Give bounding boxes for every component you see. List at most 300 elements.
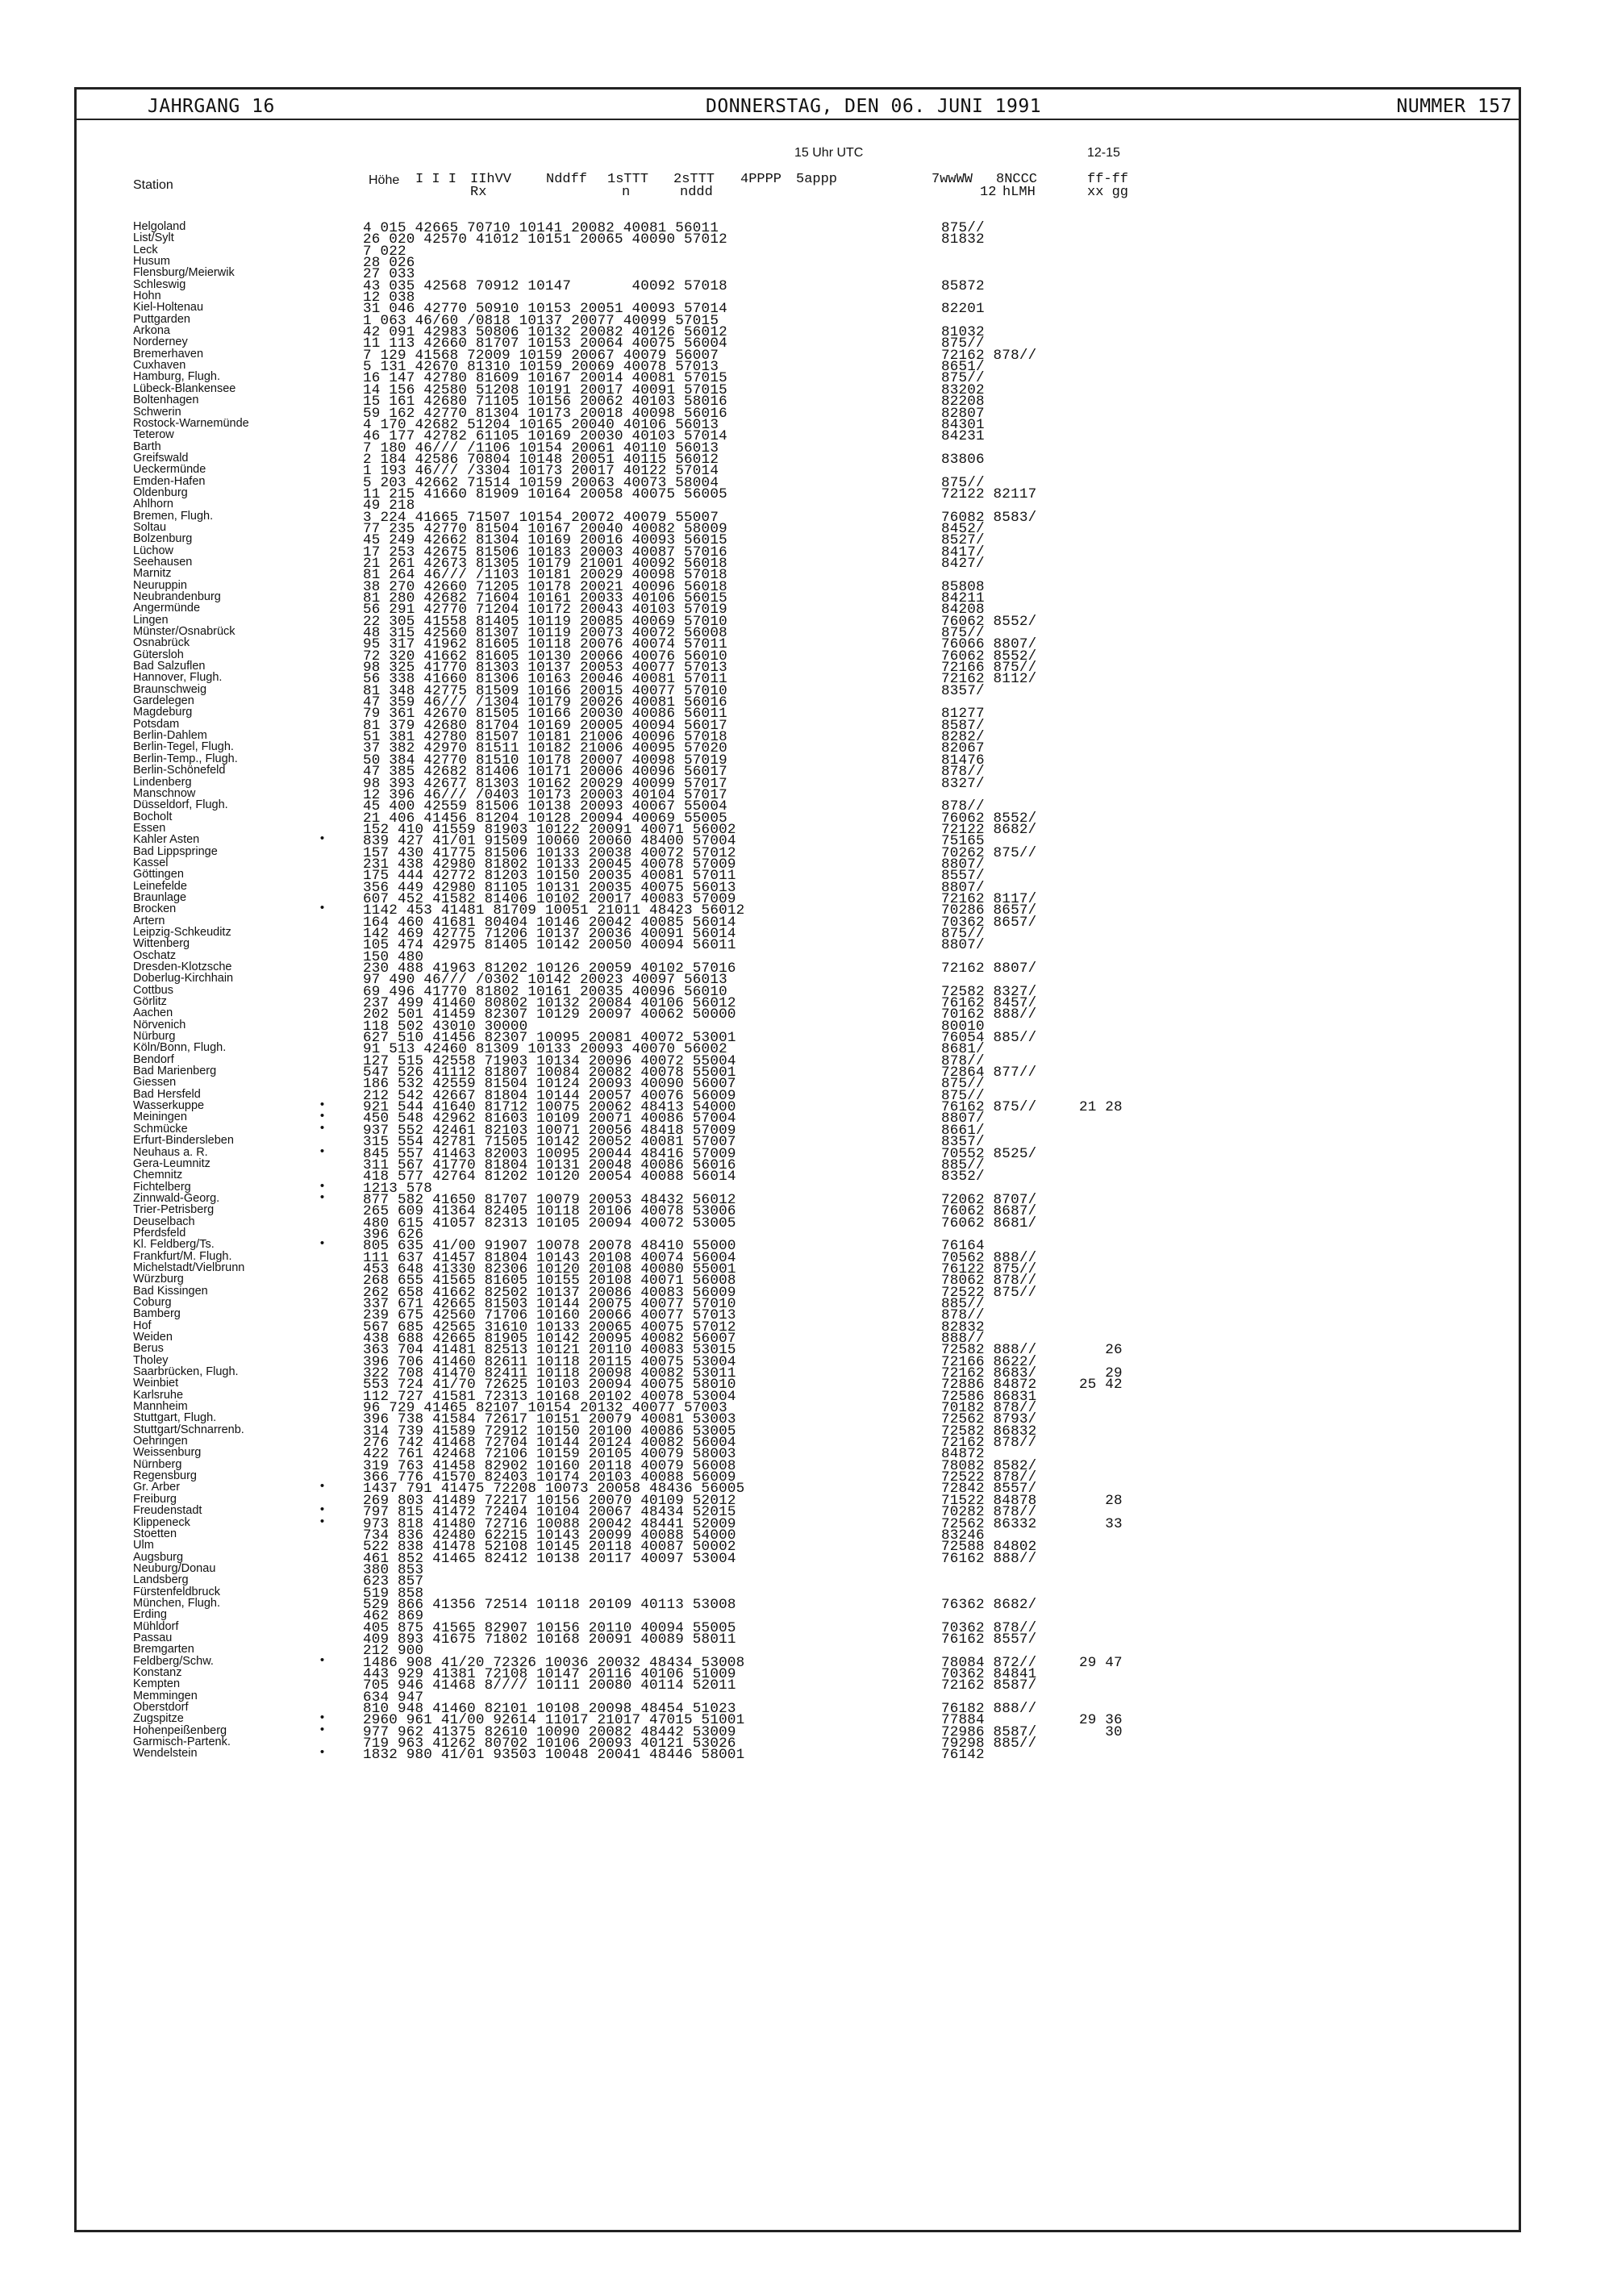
table-row — [77, 1665, 1519, 1682]
synop-data: 50 384 42770 81510 10178 20007 40098 57019 — [363, 752, 727, 769]
mountain-marker: • — [319, 1110, 327, 1124]
table-row — [77, 1653, 1519, 1671]
table-row — [77, 1319, 1519, 1336]
synop-groups-right: 76082 8583/ — [941, 509, 1037, 526]
station-name: Bad Kissingen — [133, 1284, 208, 1298]
gust-values: 21 28 — [1079, 1099, 1123, 1116]
synop-data: 16 147 42780 81609 10167 20014 40081 57015 — [363, 370, 727, 387]
synop-groups-right: 76062 8681/ — [941, 1215, 1037, 1231]
synop-data: 77 235 42770 81504 10167 20040 40082 58009 — [363, 520, 727, 537]
table-row — [77, 1284, 1519, 1301]
synop-data: 31 046 42770 50910 10153 20051 40093 57014 — [363, 301, 727, 318]
table-row — [77, 1746, 1519, 1764]
synop-data: 45 400 42559 81506 10138 20093 40067 55004 — [363, 798, 727, 815]
table-row — [77, 798, 1519, 815]
station-name: Hannover, Flugh. — [133, 671, 223, 685]
synop-data: 422 761 42468 72106 10159 20105 40079 58003 — [363, 1446, 736, 1463]
table-row — [77, 312, 1519, 329]
synop-groups-right: 76062 8552/ — [941, 613, 1037, 630]
station-name: Weinbiet — [133, 1377, 179, 1390]
table-row — [77, 1018, 1519, 1035]
synop-groups-right: 878// — [941, 1307, 985, 1324]
table-row — [77, 370, 1519, 387]
synop-data: 237 499 41460 80802 10132 20084 40106 56012 — [363, 995, 736, 1012]
synop-groups-right: 70362 8657/ — [941, 914, 1037, 931]
station-name: Kahler Asten — [133, 833, 200, 847]
synop-data: 239 675 42560 71706 10160 20066 40077 57013 — [363, 1307, 736, 1324]
station-name: Helgoland — [133, 220, 186, 233]
synop-data: 21 406 41456 81204 10128 20094 40069 55005 — [363, 810, 727, 827]
synop-data: 547 526 41112 81807 10084 20082 40078 55001 — [363, 1065, 736, 1081]
synop-groups-right: 82067 — [941, 740, 985, 757]
header-divider — [77, 119, 1519, 120]
station-name: Braunlage — [133, 890, 187, 904]
station-name: Arkona — [133, 324, 170, 338]
synop-data: 230 488 41963 81202 10126 20059 40102 57016 — [363, 960, 736, 977]
table-row — [77, 1377, 1519, 1394]
mountain-marker: • — [319, 832, 327, 847]
synop-data: 276 742 41468 72704 10144 20124 40082 56004 — [363, 1435, 736, 1452]
table-row — [77, 1342, 1519, 1359]
gust-values: 26 — [1079, 1342, 1123, 1359]
station-name: Cottbus — [133, 983, 173, 997]
synop-groups-right: 84231 — [941, 428, 985, 445]
synop-groups-right: 72162 8112/ — [941, 671, 1037, 688]
station-name: Rostock-Warnemünde — [133, 416, 249, 430]
synop-groups-right: 85808 — [941, 578, 985, 595]
station-name: Augsburg — [133, 1550, 184, 1564]
synop-data: 1832 980 41/01 93503 10048 20041 48446 58001 — [363, 1747, 745, 1764]
synop-data: 462 869 — [363, 1608, 424, 1625]
synop-groups-right: 76182 888// — [941, 1701, 1037, 1717]
synop-groups-right: 72522 875// — [941, 1284, 1037, 1301]
table-row — [77, 1215, 1519, 1231]
synop-groups-right: 72522 878// — [941, 1469, 1037, 1486]
synop-data: 5 203 42662 71514 10159 20063 40073 58004 — [363, 474, 719, 491]
synop-groups-right: 8807/ — [941, 1110, 985, 1127]
synop-data: 356 449 42980 81105 10131 20035 40075 56013 — [363, 879, 736, 896]
table-row — [77, 463, 1519, 480]
station-name: Stuttgart, Flugh. — [133, 1411, 217, 1425]
time-label: 15 Uhr UTC — [794, 146, 864, 160]
table-row — [77, 625, 1519, 642]
station-name: Pferdsfeld — [133, 1226, 186, 1240]
synop-groups-right: 78084 872// — [941, 1654, 1037, 1671]
table-row — [77, 1169, 1519, 1186]
table-row — [77, 1098, 1519, 1116]
synop-groups-right: 81277 — [941, 706, 985, 723]
synop-data: 43 035 42568 70912 10147 40092 57018 — [363, 277, 727, 294]
synop-data: 111 637 41457 81804 10143 20108 40074 56004 — [363, 1249, 736, 1266]
synop-data: 212 542 42667 81804 10144 20057 40076 56009 — [363, 1087, 736, 1104]
gust-values: 29 — [1079, 1365, 1123, 1382]
station-name: Würzburg — [133, 1273, 184, 1286]
table-row — [77, 347, 1519, 364]
gust-values: 30 — [1079, 1723, 1123, 1740]
synop-groups-right: 72886 84872 — [941, 1377, 1037, 1394]
synop-groups-right: 70182 878// — [941, 1400, 1037, 1417]
col-rx: Rx — [470, 185, 487, 200]
table-row — [77, 1585, 1519, 1602]
synop-groups-right: 875// — [941, 1076, 985, 1093]
synop-data: 157 430 41775 81506 10133 20038 40072 57012 — [363, 844, 736, 861]
station-name: Neuhaus a. R. — [133, 1145, 208, 1159]
synop-groups-right: 875// — [941, 625, 985, 642]
synop-data: 4 170 42682 51204 10165 20040 40106 56013 — [363, 416, 719, 433]
station-name: Freiburg — [133, 1492, 177, 1506]
col-ihvv: IIhVV — [470, 172, 512, 187]
station-name: Gera-Leumnitz — [133, 1156, 210, 1170]
synop-data: 480 615 41057 82313 10105 20094 40072 53005 — [363, 1215, 736, 1231]
station-name: Feldberg/Schw. — [133, 1654, 214, 1668]
synop-data: 418 577 42764 81202 10120 20054 40088 56014 — [363, 1169, 736, 1186]
station-name: Magdeburg — [133, 706, 193, 719]
table-row — [77, 856, 1519, 873]
synop-groups-right: 76164 — [941, 1238, 985, 1255]
station-name: Chemnitz — [133, 1169, 183, 1182]
table-row — [77, 290, 1519, 306]
synop-data: 142 469 42775 71206 10137 20036 40091 56014 — [363, 925, 736, 942]
table-row — [77, 729, 1519, 746]
table-row — [77, 1006, 1519, 1023]
table-row — [77, 1307, 1519, 1324]
table-row — [77, 1331, 1519, 1347]
table-row — [77, 648, 1519, 665]
synop-groups-right: 81476 — [941, 752, 985, 769]
table-row — [77, 902, 1519, 919]
synop-data: 91 513 42460 81309 10133 20093 40070 56002 — [363, 1041, 727, 1058]
col-a: 5appp — [796, 172, 838, 187]
table-row — [77, 1596, 1519, 1613]
synop-groups-right: 8651/ — [941, 359, 985, 376]
station-name: Zugspitze — [133, 1712, 184, 1726]
synop-groups-right: 78062 878// — [941, 1273, 1037, 1290]
table-row — [77, 359, 1519, 376]
synop-groups-right: 76162 8557/ — [941, 1631, 1037, 1648]
synop-groups-right: 70362 878// — [941, 1619, 1037, 1636]
station-name: Bendorf — [133, 1052, 174, 1066]
synop-data: 839 427 41/01 91509 10060 20060 48400 57004 — [363, 833, 736, 850]
synop-groups-right: 76162 888// — [941, 1550, 1037, 1567]
station-name: Leck — [133, 243, 158, 256]
synop-data: 805 635 41/00 91907 10078 20078 48410 55000 — [363, 1238, 736, 1255]
station-name: Passau — [133, 1631, 173, 1644]
station-name: Soltau — [133, 520, 167, 534]
synop-groups-right: 76062 8552/ — [941, 810, 1037, 827]
table-row — [77, 394, 1519, 410]
table-row — [77, 590, 1519, 606]
table-row — [77, 1065, 1519, 1081]
gust-values: 29 36 — [1079, 1712, 1123, 1729]
synop-data: 461 852 41465 82412 10138 20117 40097 53004 — [363, 1550, 736, 1567]
station-name: Nürburg — [133, 1030, 176, 1044]
table-row — [77, 1527, 1519, 1544]
station-name: Aachen — [133, 1006, 173, 1020]
table-row — [77, 1423, 1519, 1440]
mountain-marker: • — [319, 902, 327, 916]
page-frame — [74, 87, 1521, 2232]
synop-data: 4 015 42665 70710 10141 20082 40081 56011 — [363, 220, 719, 236]
station-name: Berlin-Schönefeld — [133, 764, 226, 777]
synop-data: 47 385 42682 81406 10171 20006 40096 56017 — [363, 764, 727, 781]
synop-groups-right: 72062 8707/ — [941, 1191, 1037, 1208]
station-name: Schwerin — [133, 405, 181, 419]
synop-groups-right: 72162 8807/ — [941, 960, 1037, 977]
synop-groups-right: 70282 878// — [941, 1504, 1037, 1521]
synop-data: 56 291 42770 71204 10172 20043 40103 57019 — [363, 602, 727, 619]
table-row — [77, 428, 1519, 445]
table-row — [77, 821, 1519, 838]
station-name: Giessen — [133, 1076, 177, 1090]
station-name: Neuruppin — [133, 578, 187, 592]
station-name: Konstanz — [133, 1665, 182, 1679]
synop-data: 322 708 41470 82411 10118 20098 40082 53011 — [363, 1365, 736, 1382]
synop-groups-right: 888// — [941, 1331, 985, 1347]
station-name: Boltenhagen — [133, 394, 199, 407]
synop-data: 48 315 42560 81307 10119 20073 40072 56008 — [363, 625, 727, 642]
table-row — [77, 671, 1519, 688]
table-row — [77, 1156, 1519, 1173]
range-label: 12-15 — [1087, 146, 1120, 160]
synop-data: 11 215 41660 81909 10164 20058 40075 56005 — [363, 485, 727, 502]
synop-groups-right: 878// — [941, 764, 985, 781]
synop-data: 337 671 42665 81503 10144 20075 40077 57010 — [363, 1295, 736, 1312]
station-name: Erding — [133, 1608, 167, 1622]
synop-groups-right: 875// — [941, 1087, 985, 1104]
synop-data: 27 033 — [363, 266, 415, 283]
station-name: Saarbrücken, Flugh. — [133, 1365, 239, 1379]
table-row — [77, 1723, 1519, 1740]
synop-groups-right: 70262 875// — [941, 844, 1037, 861]
table-row — [77, 925, 1519, 942]
synop-groups-right: 878// — [941, 798, 985, 815]
synop-groups-right: 8807/ — [941, 937, 985, 954]
table-row — [77, 995, 1519, 1012]
table-row — [77, 1539, 1519, 1556]
synop-data: 212 900 — [363, 1643, 424, 1660]
table-row — [77, 1411, 1519, 1428]
table-row — [77, 1203, 1519, 1220]
station-name: Nörvenich — [133, 1018, 186, 1031]
table-row — [77, 1503, 1519, 1521]
station-name: List/Sylt — [133, 231, 174, 245]
synop-data: 269 803 41489 72217 10156 20070 40109 52012 — [363, 1492, 736, 1509]
synop-data: 443 929 41381 72108 10147 20116 40106 51009 — [363, 1665, 736, 1682]
table-row — [77, 1273, 1519, 1290]
synop-groups-right: 82832 — [941, 1319, 985, 1336]
station-name: Memmingen — [133, 1689, 198, 1702]
table-row — [77, 660, 1519, 677]
synop-data: 405 875 41565 82907 10156 20110 40094 55005 — [363, 1619, 736, 1636]
station-name: Teterow — [133, 428, 174, 442]
table-row — [77, 1711, 1519, 1729]
station-name: Hof — [133, 1319, 152, 1332]
synop-data: 81 379 42680 81704 10169 20005 40094 56017 — [363, 717, 727, 734]
station-name: Bad Hersfeld — [133, 1087, 201, 1101]
synop-groups-right: 885// — [941, 1156, 985, 1173]
station-name: Bolzenburg — [133, 532, 193, 546]
table-row — [77, 694, 1519, 711]
table-row — [77, 498, 1519, 515]
station-name: Weiden — [133, 1331, 173, 1344]
table-row — [77, 555, 1519, 572]
table-row — [77, 1689, 1519, 1706]
synop-groups-right: 70562 888// — [941, 1249, 1037, 1266]
synop-data: 59 162 42770 81304 10173 20018 40098 56016 — [363, 405, 727, 422]
station-name: Ueckermünde — [133, 463, 206, 477]
synop-groups-right: 84872 — [941, 1446, 985, 1463]
synop-groups-right: 72586 86831 — [941, 1388, 1037, 1405]
col-ww-sub: 12 — [980, 185, 997, 200]
station-name: Marnitz — [133, 567, 172, 581]
station-name: Husum — [133, 255, 170, 269]
synop-groups-right: 72166 875// — [941, 660, 1037, 677]
synop-data: 175 444 42772 81203 10150 20035 40081 57011 — [363, 868, 736, 885]
station-name: Bremen, Flugh. — [133, 509, 214, 523]
synop-data: 529 866 41356 72514 10118 20109 40113 53008 — [363, 1596, 736, 1613]
synop-data: 937 552 42461 82103 10071 20056 48418 57009 — [363, 1122, 736, 1139]
table-row — [77, 324, 1519, 341]
synop-data: 5 131 42670 81310 10159 20069 40078 57013 — [363, 359, 719, 376]
table-row — [77, 1515, 1519, 1532]
station-name: Leinefelde — [133, 879, 187, 893]
synop-groups-right: 76122 875// — [941, 1261, 1037, 1277]
synop-groups-right: 72582 8327/ — [941, 983, 1037, 1000]
station-name: Berus — [133, 1342, 164, 1356]
synop-data: 7 180 46/// /1106 10154 20061 40110 56013 — [363, 440, 719, 456]
synop-groups-right: 8681/ — [941, 1041, 985, 1058]
synop-data: 553 724 41/70 72625 10103 20094 40075 58010 — [363, 1377, 736, 1394]
synop-groups-right: 70286 8657/ — [941, 902, 1037, 919]
synop-groups-right: 8417/ — [941, 544, 985, 560]
synop-groups-right: 76162 875// — [941, 1099, 1037, 1116]
synop-data: 11 113 42660 81707 10153 20064 40075 56004 — [363, 335, 727, 352]
table-row — [77, 1261, 1519, 1277]
mountain-marker: • — [319, 1723, 327, 1737]
synop-groups-right: 84301 — [941, 416, 985, 433]
synop-groups-right: 76142 — [941, 1747, 985, 1764]
table-row — [77, 1736, 1519, 1752]
synop-data: 51 381 42780 81507 10181 21006 40096 57018 — [363, 729, 727, 746]
synop-groups-right: 76362 8682/ — [941, 1596, 1037, 1613]
synop-data: 22 305 41558 81405 10119 20085 40069 57010 — [363, 613, 727, 630]
table-row — [77, 602, 1519, 619]
synop-data: 42 091 42983 50806 10132 20082 40126 56012 — [363, 324, 727, 341]
synop-groups-right: 71522 84878 — [941, 1492, 1037, 1509]
synop-data: 28 026 — [363, 255, 415, 272]
table-row — [77, 416, 1519, 433]
synop-groups-right: 8282/ — [941, 729, 985, 746]
station-name: Leipzig-Schkeuditz — [133, 925, 231, 939]
synop-groups-right: 84208 — [941, 602, 985, 619]
synop-data: 112 727 41581 72313 10168 20102 40078 53004 — [363, 1388, 736, 1405]
table-row — [77, 1469, 1519, 1486]
synop-data: 96 729 41465 82107 10154 20132 40077 57003 — [363, 1400, 727, 1417]
synop-groups-right: 70362 84841 — [941, 1665, 1037, 1682]
synop-data: 409 893 41675 71802 10168 20091 40089 58011 — [363, 1631, 736, 1648]
col-hoehe: Höhe — [369, 173, 400, 187]
synop-groups-right: 75165 — [941, 833, 985, 850]
synop-groups-right: 76162 8457/ — [941, 995, 1037, 1012]
synop-groups-right: 72162 8683/ — [941, 1365, 1037, 1382]
synop-data: 1 063 46/60 /0818 10137 20077 40099 57015 — [363, 312, 719, 329]
station-name: Lindenberg — [133, 775, 192, 789]
synop-groups-right: 82208 — [941, 394, 985, 410]
synop-data: 845 557 41463 82003 10095 20044 48416 57009 — [363, 1145, 736, 1162]
synop-data: 12 038 — [363, 290, 415, 306]
synop-data: 627 510 41456 82307 10095 20081 40072 53001 — [363, 1030, 736, 1047]
station-name: Hohn — [133, 290, 161, 303]
synop-data: 519 858 — [363, 1585, 424, 1602]
table-row — [77, 844, 1519, 861]
synop-data: 47 359 46/// /1304 10179 20026 40081 56016 — [363, 694, 727, 711]
station-name: Bremgarten — [133, 1643, 194, 1656]
synop-data: 1 193 46/// /3304 10173 20017 40122 57014 — [363, 463, 719, 480]
station-name: Ulm — [133, 1539, 154, 1552]
station-name: Görlitz — [133, 995, 167, 1009]
station-name: Göttingen — [133, 868, 184, 881]
table-row — [77, 1237, 1519, 1255]
synop-data: 37 382 42970 81511 10182 21006 40095 57020 — [363, 740, 727, 757]
station-name: Freudenstadt — [133, 1504, 202, 1518]
station-name: Neubrandenburg — [133, 590, 221, 603]
synop-groups-right: 81832 — [941, 231, 985, 248]
table-row — [77, 1388, 1519, 1405]
station-name: Landsberg — [133, 1573, 189, 1587]
table-row — [77, 1190, 1519, 1208]
synop-data: 268 655 41565 81605 10155 20108 40071 56008 — [363, 1273, 736, 1290]
synop-groups-right: 72162 8587/ — [941, 1677, 1037, 1694]
station-name: Angermünde — [133, 602, 201, 615]
table-row — [77, 1365, 1519, 1382]
table-row — [77, 1643, 1519, 1660]
station-name: Tholey — [133, 1353, 169, 1367]
station-name: Berlin-Dahlem — [133, 729, 207, 743]
station-name: Potsdam — [133, 717, 180, 731]
station-name: Wendelstein — [133, 1747, 198, 1761]
synop-groups-right: 72582 888// — [941, 1342, 1037, 1359]
table-row — [77, 1110, 1519, 1127]
issue-number: NUMMER 157 — [1396, 96, 1512, 117]
station-name: Berlin-Tegel, Flugh. — [133, 740, 234, 754]
station-name: Flensburg/Meierwik — [133, 266, 235, 280]
station-name: Puttgarden — [133, 312, 190, 326]
station-name: Bad Salzuflen — [133, 660, 206, 673]
station-name: Meiningen — [133, 1110, 187, 1124]
synop-groups-right: 72162 878// — [941, 1435, 1037, 1452]
synop-data: 95 317 41962 81605 10118 20076 40074 57011 — [363, 636, 727, 653]
station-name: Stoetten — [133, 1527, 177, 1540]
synop-data: 380 853 — [363, 1561, 424, 1578]
synop-data: 164 460 41681 80404 10146 20042 40085 56014 — [363, 914, 736, 931]
synop-data: 127 515 42558 71903 10134 20096 40072 55004 — [363, 1052, 736, 1069]
station-name: Weissenburg — [133, 1446, 202, 1460]
table-row — [77, 1353, 1519, 1370]
station-name: Michelstadt/Vielbrunn — [133, 1261, 245, 1274]
table-row — [77, 1179, 1519, 1197]
station-name: Berlin-Temp., Flugh. — [133, 752, 238, 765]
table-row — [77, 948, 1519, 965]
station-name: Neuburg/Donau — [133, 1561, 216, 1575]
station-name: Nürnberg — [133, 1457, 182, 1471]
synop-data: 1437 791 41475 72208 10073 20058 48436 56005 — [363, 1481, 745, 1498]
synop-data: 396 738 41584 72617 10151 20079 40081 53003 — [363, 1411, 736, 1428]
table-row — [77, 1121, 1519, 1139]
synop-data: 186 532 42559 81504 10124 20093 40090 56007 — [363, 1076, 736, 1093]
synop-groups-right: 8327/ — [941, 775, 985, 792]
station-name: Cuxhaven — [133, 359, 186, 373]
table-row — [77, 520, 1519, 537]
